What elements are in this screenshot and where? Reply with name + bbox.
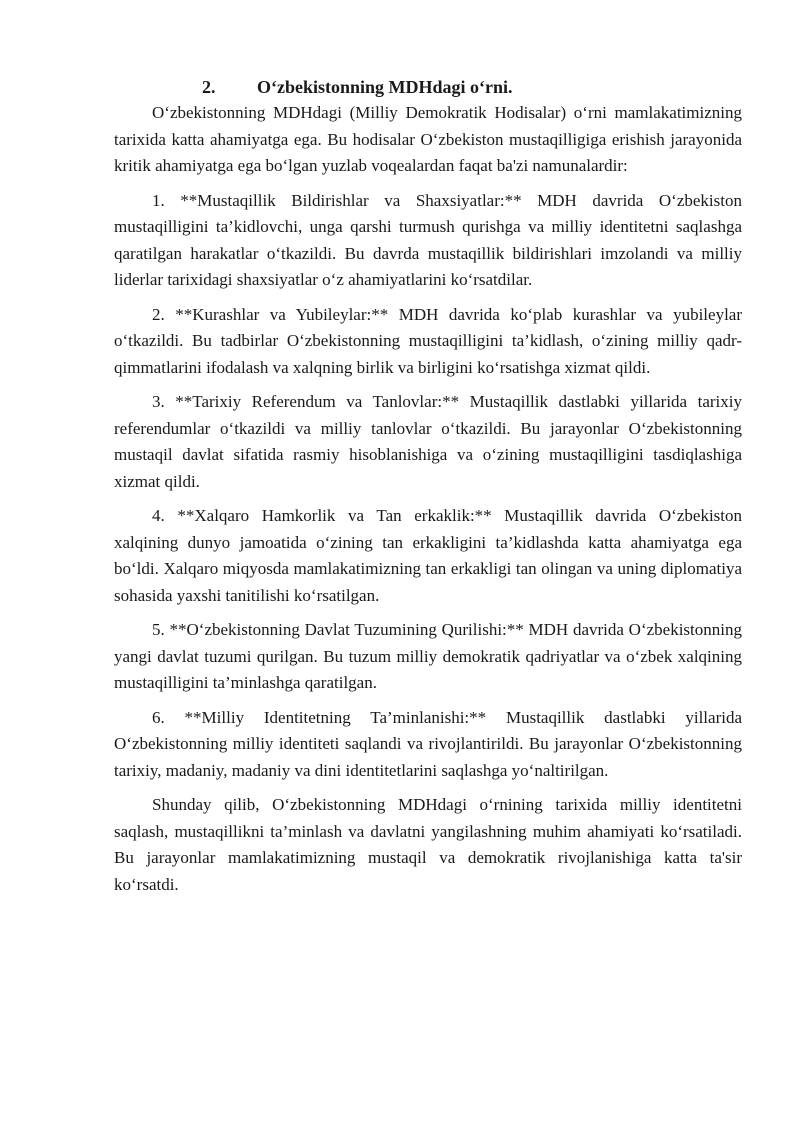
list-item-paragraph: 4. **Xalqaro Hamkorlik va Tan erkaklik:** Mustaqillik davrida O‘zbekiston xalqining dunyo jamoatida o‘zining tan erkakligini ta’kidlashda katta ahamiyatga ega bo‘ldi. Xalqaro miqyosda mamlakatimizning tan erkakligi tan olingan va uning diplomatiya sohasida yaxshi tanitilishi ko‘rsatilgan. [114,506,742,605]
section-heading [114,74,742,100]
list-item-paragraph: 2. **Kurashlar va Yubileylar:** MDH davrida ko‘plab kurashlar va yubileylar o‘tkazildi. Bu tadbirlar O‘zbekistonning mustaqilligini ta’kidlash, o‘zining milliy qadr-qimmatlarini ifodalash va xalqning birlik va birligini ko‘rsatishga xizmat qildi. [114,304,742,377]
document-page [114,74,742,898]
list-item-paragraph: 6. **Milliy Identitetning Ta’minlanishi:** Mustaqillik dastlabki yillarida O‘zbekistonning milliy identiteti saqlandi va rivojlantirildi. Bu jarayonlar O‘zbekistonning tarixiy, madaniy, madaniy va dini identitetlarini saqlashga yo‘naltirilgan. [114,707,742,780]
conclusion-paragraph: Shunday qilib, O‘zbekistonning MDHdagi o‘rnining tarixida milliy identitetni saqlash, mustaqillikni ta’minlash va davlatni yangilashning muhim ahamiyati ko‘rsatiladi. Bu jarayonlar mamlakatimizning mustaqil va demokratik rivojlanishiga katta ta'sir ko‘rsatdi. [114,795,742,894]
section-title: O‘zbekistonning MDHdagi o‘rni. [257,77,513,97]
list-item-paragraph: 5. **O‘zbekistonning Davlat Tuzumining Qurilishi:** MDH davrida O‘zbekistonning yangi davlat tuzumi qurilgan. Bu tuzum milliy demokratik qadriyatlar va o‘zbek xalqining mustaqilligini ta’minlashga qaratilgan. [114,620,742,692]
list-item-paragraph: 3. **Tarixiy Referendum va Tanlovlar:** Mustaqillik dastlabki yillarida tarixiy referendumlar o‘tkazildi va milliy tanlovlar o‘tkazildi. Bu jarayonlar O‘zbekistonning mustaqil davlat sifatida rasmiy hisoblanishiga va o‘zining mustaqilligini tasdiqlashiga xizmat qildi. [114,392,742,491]
list-item-paragraph: 1. **Mustaqillik Bildirishlar va Shaxsiyatlar:** MDH davrida O‘zbekiston mustaqilligini ta’kidlovchi, unga qarshi turmush qurishga va milliy identitetni saqlashga qaratilgan harakatlar o‘tkazildi. Bu davrda mustaqillik bildirishlari imzolandi va milliy liderlar tarixidagi shaxsiyatlar o‘z ahamiyatlarini ko‘rsatdilar. [114,190,742,289]
intro-paragraph: O‘zbekistonning MDHdagi (Milliy Demokratik Hodisalar) o‘rni mamlakatimizning tarixida katta ahamiyatga ega. Bu hodisalar O‘zbekiston mustaqilligiga erishish jarayonida kritik ahamiyatga ega bo‘lgan yuzlab voqealardan faqat ba'zi namunalardir: [114,103,742,175]
section-number: 2. [202,77,216,97]
